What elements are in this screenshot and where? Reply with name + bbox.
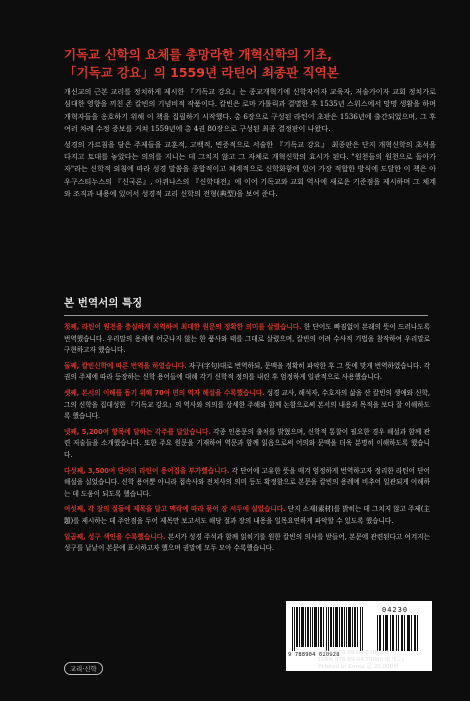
isbn-line: ISBN 978-89-04-02092-8 bbox=[318, 650, 389, 656]
feature-lead: 둘째, 칼빈신학에 따른 번역을 하였습니다. bbox=[64, 361, 187, 370]
addon-barcode-bars bbox=[376, 615, 420, 651]
feature-lead: 셋째, 본서의 이해를 돕기 위해 70여 면의 역자 해설을 수록했습니다. bbox=[64, 388, 265, 397]
feature-item bbox=[64, 466, 430, 501]
feature-text: 본서가 성경 주석과 함께 읽히기를 원한 칼빈의 의사를 받들어, 본문에 관련된다고 여겨지는 성구를 낱낱이 본문에 표시하고자 했으며 권말에 모두 모아 수록했습니다. bbox=[64, 532, 431, 553]
features-title: 본 번역서의 특징 bbox=[64, 297, 143, 309]
feature-item bbox=[64, 361, 430, 384]
feature-item bbox=[64, 427, 430, 462]
feature-text: 자구(字句)대로 번역하되, 문맥을 정확히 파악한 후 그 뜻에 맞게 번역하였습니다. 각 권의 주제에 따라 등장하는 신학 용어들에 대해 각기 신학적 정의를 내린 후 엄정하게 일관적으로 사용했습니다. bbox=[64, 361, 430, 382]
feature-text: 단지 소재(素材)를 밝히는 데 그치지 않고 주제(主題)를 제시하는 데 주안점을 두어 제목만 보고서도 해당 절과 장의 내용을 일목요연하게 파악할 수 있도록 했습니다. bbox=[64, 505, 430, 525]
feature-item bbox=[64, 322, 430, 357]
divider bbox=[64, 315, 428, 316]
feature-lead: 일곱째, 성구 색인을 수록했습니다. bbox=[64, 532, 166, 541]
feature-text: 각 단어에 고유한 뜻을 매겨 엄정하게 번역하고자 정리한 라틴어 단어 해설을 실었습니다. 신학 용어뿐 아니라 접속사와 전치사의 의미 등도 확정함으로 본문을 칼빈의 용례에 비추어 일관되게 이해하는 데 도움이 되도록 했습니다. bbox=[64, 466, 430, 498]
headline-line-1: 기독교 신학의 요체를 총망라한 개혁신학의 기초, bbox=[64, 47, 333, 62]
ean-barcode-bars bbox=[290, 607, 366, 651]
feature-item bbox=[64, 388, 430, 423]
price-line: Printed in Korea 값 29,000원 bbox=[318, 664, 399, 670]
intro-paragraph-1: 개신교의 근본 교리를 정치하게 제시한 『기독교 강요』는 종교개혁기에 신학자이자 교육자, 저술가이자 교회 정치가로 심대한 영향을 끼친 존 칼빈의 기념비적 작품이다. 칼빈은 로마 가톨릭과 결별한 후 1535년 스위스에서 망명 생활을 하며 개혁자들을 옹호하기 위해 이 책을 집필하기 시작했다. 총 6장으로 구성된 라틴어 초판은 1536년에 출간되었으며, 그 후 여러 차례 수정 증보를 거쳐 1559년에 총 4권 80장으로 구성된 최종 결정판이 나왔다. bbox=[64, 87, 436, 134]
feature-item bbox=[64, 504, 430, 527]
category-badge: 교리·신학 bbox=[64, 662, 103, 675]
intro-paragraph-2: 성경의 가르침을 담은 주제들을 교훈적, 고백적, 변증적으로 서술한 『기독교 강요』 최종판은 단지 개혁신학의 초석을 다지고 토대를 놓았다는 의의를 지니는 데 그치지 않고 그 자체로 개혁신학의 효시가 된다. "원천들의 원천으로 돌아가자"라는 신학적 외침에 따라 성경 말씀을 종합적이고 체계적으로 신학화함에 있어 가장 적합한 방식에 도달한 이 책은 아우구스티누스의 『신국론』, 아퀴나스의 『신학대전』에 이어 기독교와 교회 역사에 새로운 기준점을 제시하며 그 체계와 조직과 내용에 있어서 성경적 교리 신학의 전형(典型)을 보여 준다. bbox=[64, 139, 436, 199]
isbn-info bbox=[318, 650, 404, 671]
feature-text: 성경 교사, 해석자, 수호자의 삶을 산 칼빈의 생애와 신학, 그의 신학을 집대성한 『기독교 강요』의 역사와 의의를 상세한 주해와 함께 논함으로써 본서의 내용과 목적을 보다 잘 이해하도록 했습니다. bbox=[64, 388, 430, 421]
feature-item bbox=[64, 532, 430, 555]
feature-lead: 첫째, 라틴어 원전을 충실하게 직역하여 최대한 원문의 정확한 의미를 살렸습니다. bbox=[64, 323, 302, 331]
isbn-set-line: ISBN 978-89-04-70060-8(세트) bbox=[318, 657, 404, 663]
ean-digits: 9 788904 020928 bbox=[288, 652, 340, 658]
feature-lead: 넷째, 5,200여 항목에 달하는 각주를 달았습니다. bbox=[64, 427, 211, 436]
headline-line-2: 「기독교 강요」의 1559년 라틴어 최종판 직역본 bbox=[64, 65, 339, 80]
feature-lead: 여섯째, 각 장의 절들에 제목을 달고 맥락에 따라 묶어 장 서두에 실었습니다. bbox=[64, 505, 286, 514]
feature-text: 한 단어도 빠짐없이 본래의 뜻이 드러나도록 번역했습니다. 우리말의 용례에 어긋나지 않는 한 품사와 태를 그대로 살렸으며, 칼빈의 어려 수사적 기법을 참작하여 우리말로 구현하고자 했습니다. bbox=[64, 323, 430, 355]
features-list bbox=[64, 322, 430, 559]
feature-lead: 다섯째, 3,500여 단어의 라틴어 용어집을 부가했습니다. bbox=[64, 466, 230, 475]
headline bbox=[64, 46, 444, 82]
addon-digits: 04230 bbox=[382, 606, 409, 614]
intro-text bbox=[64, 86, 436, 204]
feature-text: 각종 인용문의 출처를 밝혔으며, 신학적 통찰이 필요한 경우 해설과 함께 관련 저술들을 소개했습니다. 또한 주요 원문을 기재하여 역문과 함께 읽음으로써 어의와 문맥을 더욱 분명히 이해하도록 했습니다. bbox=[64, 427, 430, 459]
